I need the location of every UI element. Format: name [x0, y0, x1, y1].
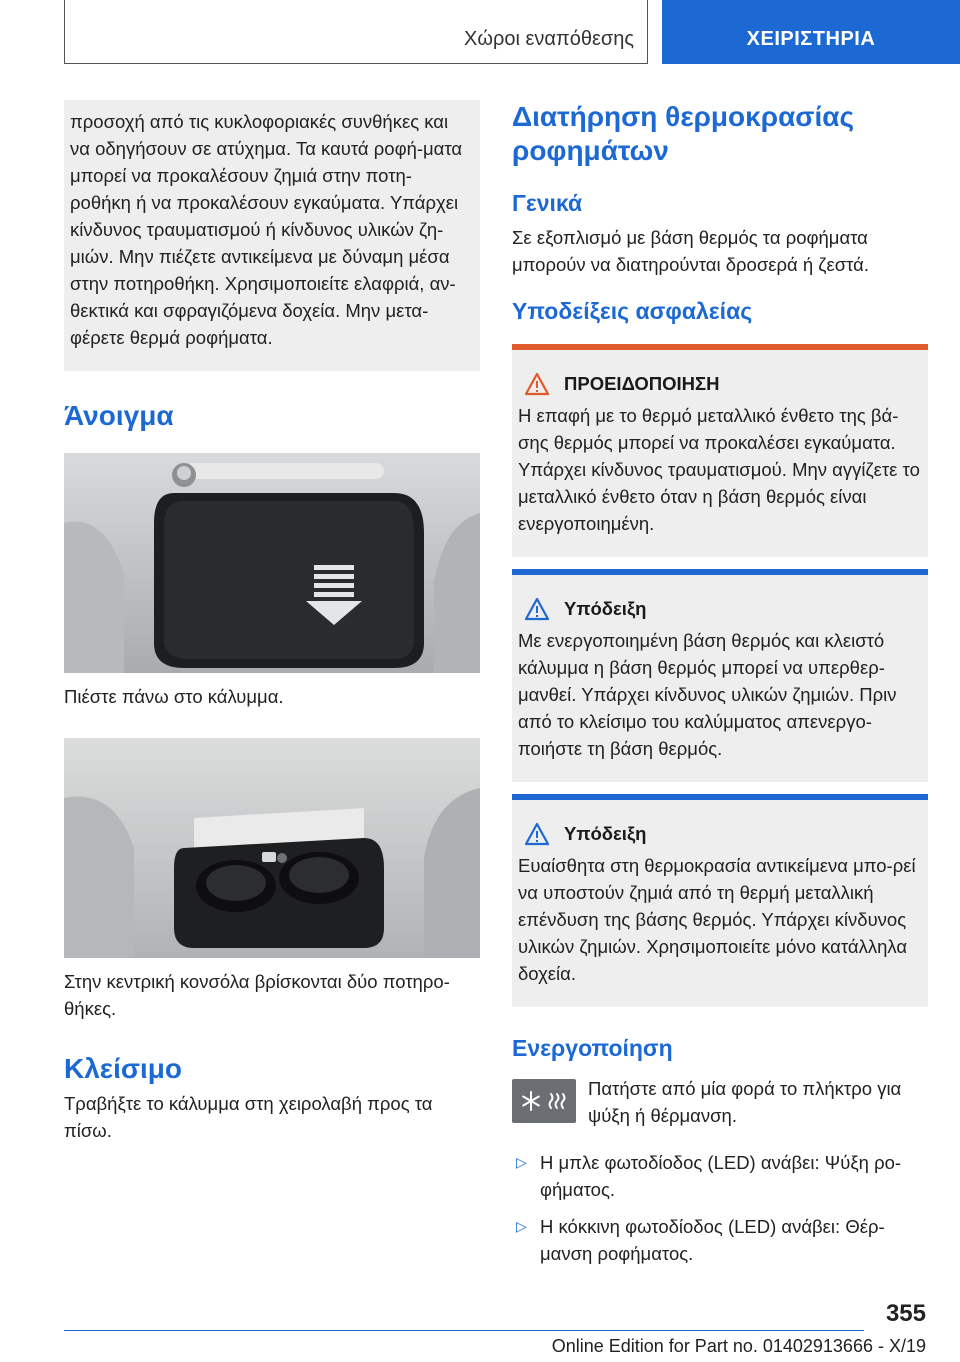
footer-divider: [64, 1330, 864, 1331]
bullet-triangle-icon: ▷: [516, 1218, 527, 1234]
page-number: 355: [885, 1300, 926, 1327]
note-triangle-icon: [524, 822, 550, 846]
photo2-caption: Στην κεντρική κονσόλα βρίσκονται δύο ποτηρο-θήκες.: [64, 971, 450, 1019]
activation-row: [512, 1075, 928, 1129]
note-triangle-icon: [524, 597, 550, 621]
continued-warning-box: [64, 100, 480, 371]
note2-title: Υπόδειξη: [564, 823, 647, 844]
closing-text: Τραβήξτε το κάλυμμα στη χειρολαβή προς τα πίσω.: [64, 1093, 433, 1141]
right-column: [512, 100, 928, 1277]
safety-heading: Υποδείξεις ασφαλείας: [512, 298, 753, 324]
list-item: [512, 1149, 928, 1203]
left-column: [64, 100, 480, 1144]
cupholders-illustration: [64, 738, 480, 958]
photo1-caption: Πιέστε πάνω στο κάλυμμα.: [64, 686, 284, 707]
list-item: [512, 1213, 928, 1267]
chapter-tab-label: ΧΕΙΡΙΣΤΗΡΙΑ: [746, 28, 876, 50]
warning-text: Η επαφή με το θερμό μεταλλικό ένθετο της βά-σης θερμός μπορεί να προκαλέσει εγκαύματα. Υπάρχει κίνδυνος τραυματισμού. Μην αγγίζετε το μεταλλικό ένθετο όταν η βάση θερμός είναι ενεργοποιημένη.: [518, 405, 920, 534]
activation-heading: Ενεργοποίηση: [512, 1035, 673, 1061]
note2-text: Ευαίσθητα στη θερμοκρασία αντικείμενα μπο-ρεί να υποστούν ζημιά από τη θερμή μεταλλική επένδυση της βάσης θερμός. Υπάρχει κίνδυνος υλικών ζημιών. Χρησιμοποιείτε μόνο κατάλληλα δοχεία.: [518, 855, 916, 984]
heat-waves-icon: [546, 1090, 568, 1112]
snowflake-icon: [520, 1090, 542, 1112]
photo-cover-pressing: [64, 453, 480, 673]
chapter-tab: [662, 0, 960, 64]
warning-title: ΠΡΟΕΙΔΟΠΟΙΗΣΗ: [564, 373, 720, 394]
opening-heading: Άνοιγμα: [64, 400, 174, 431]
activation-text: Πατήστε από μία φορά το πλήκτρο για ψύξη ή θέρμανση.: [588, 1078, 902, 1126]
general-heading: Γενικά: [512, 190, 583, 216]
general-text: Σε εξοπλισμό με βάση θερμός τα ροφήματα μπορούν να διατηρούνται δροσερά ή ζεστά.: [512, 227, 869, 275]
cool-heat-button-icon: [512, 1079, 576, 1123]
note-box-sensitive-items: [512, 794, 928, 1007]
closing-heading: Κλείσιμο: [64, 1053, 183, 1084]
bullet-text: Η μπλε φωτοδίοδος (LED) ανάβει: Ψύξη ρο-φήματος.: [540, 1152, 902, 1200]
section-title: Χώροι εναπόθεσης: [464, 28, 634, 50]
note-box-overheat: [512, 569, 928, 782]
bullet-text: Η κόκκινη φωτοδίοδος (LED) ανάβει: Θέρ-μανση ροφήματος.: [540, 1216, 885, 1264]
main-heading: Διατήρηση θερμοκρασίας ροφημάτων: [512, 101, 855, 166]
warning-box: [512, 344, 928, 557]
continued-warning-text: προσοχή από τις κυκλοφοριακές συνθήκες και να οδηγήσουν σε ατύχημα. Τα καυτά ροφή-ματα μπορεί να προκαλέσουν ζημιά στην ποτη-ροθήκη ή να προκαλέσουν εγκαύματα. Υπάρχει κίνδυνος τραυματισμού ή κίνδυνος υλικών ζη-μιών. Μην πιέζετε αντικείμενα με δύναμη μέσα στην ποτηροθήκη. Χρησιμοποιείτε ελαφριά, αν-θεκτικά και σφραγιζόμενα δοχεία. Μην μετα-φέρετε θερμά ροφήματα.: [70, 111, 463, 348]
edition-text: Online Edition for Part no. 01402913666 - X/19: [551, 1336, 926, 1356]
led-status-list: [512, 1149, 928, 1267]
console-cover-illustration: [64, 453, 480, 673]
bullet-triangle-icon: ▷: [516, 1154, 527, 1170]
note1-text: Με ενεργοποιημένη βάση θερμός και κλειστό κάλυμμα η βάση θερμός μπορεί να υπερθερ-μανθεί. Υπάρχει κίνδυνος υλικών ζημιών. Πριν από το κλείσιμο του καλύμματος απενεργο-ποιήστε τη βάση θερμός.: [518, 630, 897, 759]
warning-triangle-icon: [524, 372, 550, 396]
photo-cupholders: [64, 738, 480, 958]
note1-title: Υπόδειξη: [564, 598, 647, 619]
